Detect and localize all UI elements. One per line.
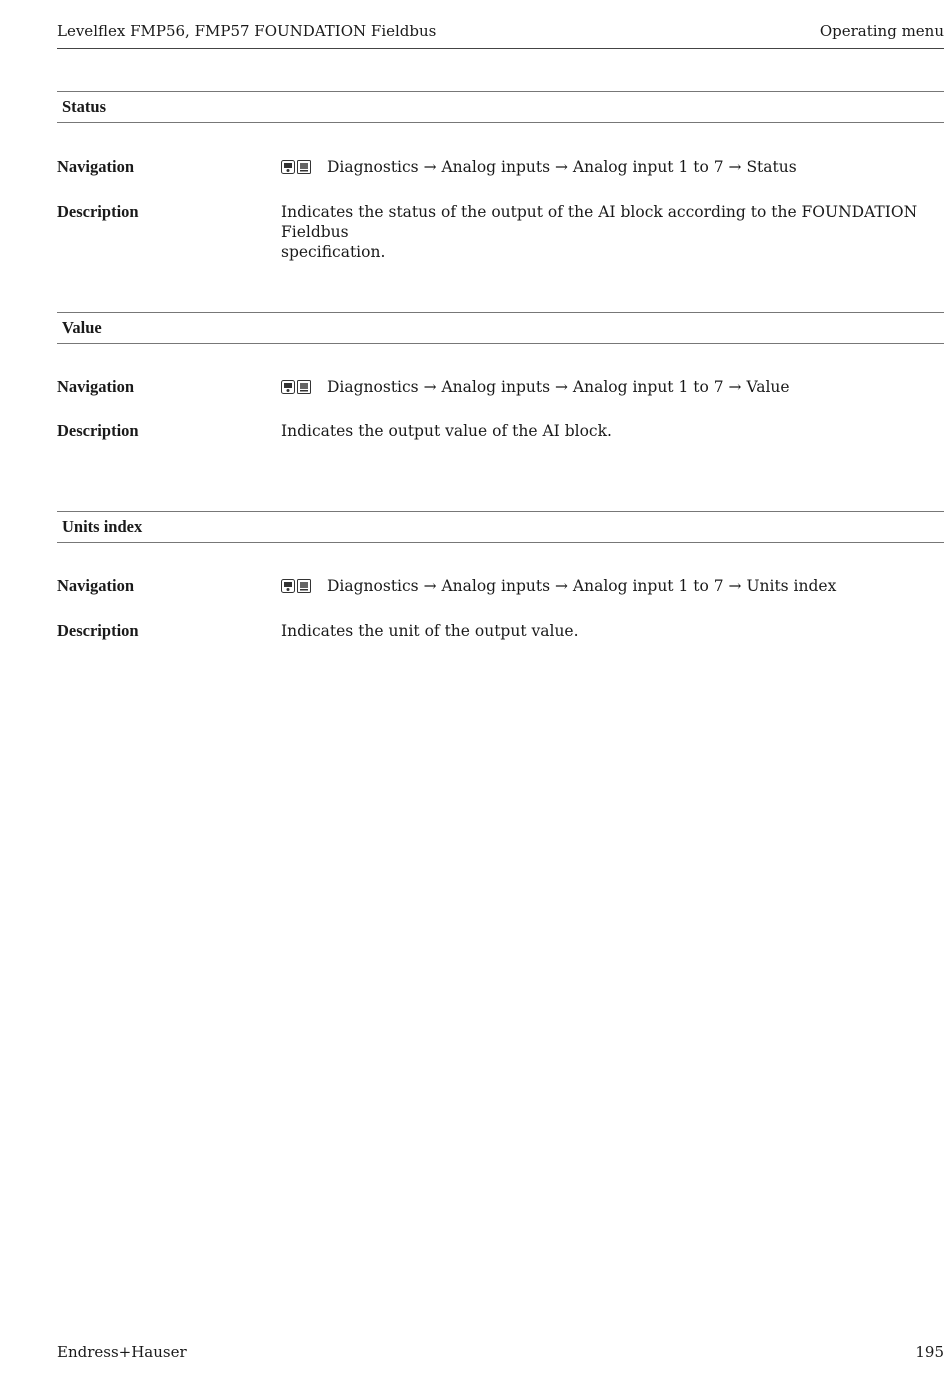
menu-icons [281,579,311,593]
section-title: Value [57,312,944,344]
description-line: Indicates the status of the output of the AI block according to the FOUNDATION Fieldbus [281,203,918,241]
navigation-path: Diagnostics → Analog inputs → Analog input 1 to 7 → Units index [327,577,837,595]
header-divider [57,48,944,49]
display-operation-icon [297,160,311,174]
description-label: Description [57,421,139,440]
display-operation-icon [297,380,311,394]
section-title: Units index [57,511,944,543]
navigation-value [281,576,944,596]
navigation-value [281,377,944,397]
parameter-section-units-index [57,511,944,640]
running-header-title: Levelflex FMP56, FMP57 FOUNDATION Fieldbus [57,22,437,40]
navigation-label: Navigation [57,377,135,396]
parameter-section-status [57,91,944,261]
description-line: Indicates the unit of the output value. [281,622,579,640]
display-operation-icon [297,579,311,593]
display-operation-icon [281,160,295,174]
display-operation-icon [281,380,295,394]
description-line: specification. [281,243,386,261]
description-text [281,621,944,641]
display-operation-icon [281,579,295,593]
description-line: Indicates the output value of the AI block. [281,422,612,440]
navigation-label: Navigation [57,157,135,176]
navigation-path: Diagnostics → Analog inputs → Analog input 1 to 7 → Status [327,158,797,176]
navigation-value [281,157,944,177]
description-text [281,421,944,441]
description-text [281,202,944,262]
footer-publisher: Endress+Hauser [57,1343,187,1361]
navigation-path: Diagnostics → Analog inputs → Analog input 1 to 7 → Value [327,378,790,396]
menu-icons [281,380,311,394]
menu-icons [281,160,311,174]
running-header-chapter: Operating menu [819,22,944,40]
parameter-section-value [57,312,944,440]
page-number: 195 [915,1343,944,1361]
description-label: Description [57,621,139,640]
navigation-label: Navigation [57,576,135,595]
section-title: Status [57,91,944,123]
description-label: Description [57,202,139,221]
